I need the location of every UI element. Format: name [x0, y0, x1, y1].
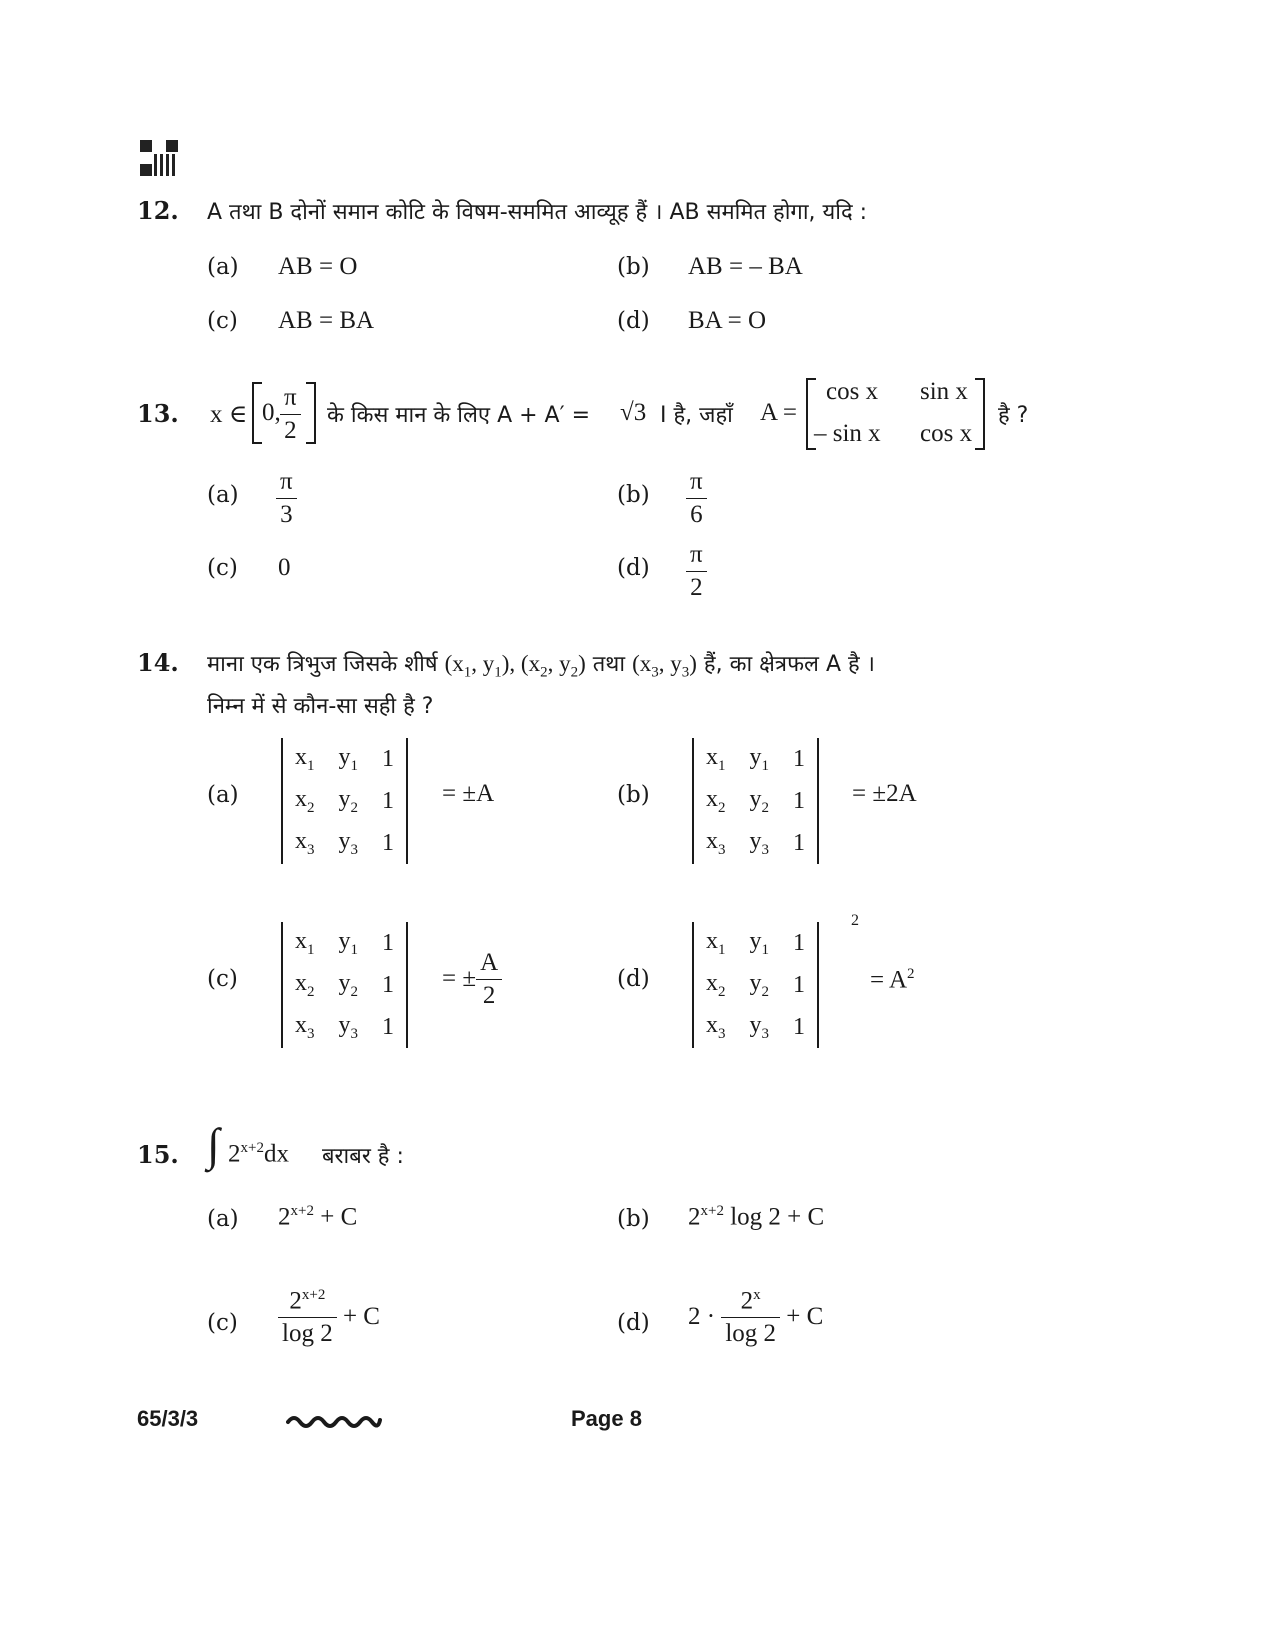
q13-option-a-label: (a) — [207, 482, 239, 508]
question-12-stem: A तथा B दोनों समान कोटि के विषम-सममित आव्यूह हैं । AB सममित होगा, यदि : — [207, 200, 868, 225]
q13-stem-i: I है, जहाँ — [660, 403, 733, 428]
q13-stem-end: है ? — [998, 403, 1029, 428]
q13-interval-start: 0, — [262, 399, 281, 426]
q15-option-b-value: $2^{x+2}$ log 2 + C — [688, 1203, 825, 1231]
q13-option-c-value: 0 — [278, 554, 291, 581]
q12-option-c-text: AB = BA — [278, 307, 375, 334]
wave-decoration-icon — [286, 1408, 382, 1436]
q14-option-b-rhs: = ±2A — [852, 780, 917, 807]
q15-option-a-label: (a) — [207, 1206, 239, 1232]
q12-option-d-text: BA = O — [688, 307, 767, 334]
q13-matrix-r2c2: cos x — [920, 420, 973, 447]
q12-option-a-text: AB = O — [278, 253, 358, 280]
q13-interval-pi: π — [280, 384, 301, 415]
q13-option-b-label: (b) — [617, 482, 650, 508]
q13-interval-two: 2 — [284, 416, 297, 444]
q14-option-d-power: 2 — [851, 912, 859, 929]
question-number-12: 12. — [137, 196, 179, 225]
q13-interval-left-bracket — [252, 382, 262, 444]
q12-option-a-label: (a) — [207, 254, 239, 280]
q14-option-d-determinant: $x_1$ $y_1$ 1 $x_2$ $y_2$ 1 $x_3$ $y_3$ 1 — [692, 922, 819, 1048]
q14-option-c-label: (c) — [207, 966, 238, 992]
q15-option-d-value: 2 · $\frac{2^x}{\log 2}$ + C — [688, 1287, 824, 1347]
q14-option-c-determinant: $x_1$ $y_1$ 1 $x_2$ $y_2$ 1 $x_3$ $y_3$ 1 — [281, 922, 408, 1048]
q15-option-c-label: (c) — [207, 1310, 238, 1336]
page-number: Page 8 — [571, 1406, 642, 1431]
q13-interval-end — [280, 384, 301, 444]
q13-option-b-value: $\frac{\pi}{6}$ — [686, 468, 707, 528]
q13-interval-right-bracket — [306, 382, 316, 444]
q13-matrix-r2c1: – sin x — [814, 420, 881, 447]
q15-integral-sign: ∫ — [207, 1119, 220, 1170]
question-number-13: 13. — [137, 399, 179, 428]
q13-matrix-r1c1: cos x — [826, 378, 879, 405]
q14-option-a-rhs: = ±A — [442, 780, 495, 807]
q14-stem-line1: माना एक त्रिभुज जिसके शीर्ष ($x_1$, $y_1$), ($x_2$, $y_2$) तथा ($x_3$, $y_3$) हैं, का क्षेत्रफल A है । — [207, 651, 876, 681]
q13-sqrt3: √3 — [620, 399, 647, 426]
q12-option-c-label: (c) — [207, 308, 238, 334]
q13-stem-mid: के किस मान के लिए A + A′ = — [327, 403, 591, 428]
q13-option-d-label: (d) — [617, 555, 650, 581]
q13-option-a-value: $\frac{\pi}{3}$ — [276, 468, 297, 528]
q15-option-c-value: $\frac{2^{x+2}}{\log 2}$ + C — [278, 1287, 380, 1347]
q12-option-d-label: (d) — [617, 308, 650, 334]
q13-matrix-right-bracket — [975, 378, 985, 450]
paper-code: 65/3/3 — [137, 1406, 199, 1431]
q14-option-d-label: (d) — [617, 966, 650, 992]
q15-option-d-label: (d) — [617, 1310, 650, 1336]
q15-option-a-value: $2^{x+2} + C$ — [278, 1203, 358, 1231]
q14-option-a-determinant: $x_1$ $y_1$ 1 $x_2$ $y_2$ 1 $x_3$ $y_3$ 1 — [281, 738, 408, 864]
question-number-15: 15. — [137, 1140, 179, 1169]
q13-option-c-label: (c) — [207, 555, 238, 581]
q14-option-c-rhs: = ± $\frac{A}{2}$ — [442, 949, 502, 1009]
q13-a-equals: A = — [760, 399, 798, 426]
q14-stem-line2: निम्न में से कौन-सा सही है ? — [207, 694, 434, 719]
q14-option-b-label: (b) — [617, 782, 650, 808]
q14-option-d-rhs: = $A^2$ — [870, 966, 915, 994]
q15-option-b-label: (b) — [617, 1206, 650, 1232]
qr-code-icon — [140, 140, 178, 176]
q13-x-in: x ∈ — [210, 401, 248, 428]
q14-option-b-determinant: $x_1$ $y_1$ 1 $x_2$ $y_2$ 1 $x_3$ $y_3$ 1 — [692, 738, 819, 864]
q14-option-a-label: (a) — [207, 782, 239, 808]
question-number-14: 14. — [137, 648, 179, 677]
q12-option-b-text: AB = – BA — [688, 253, 803, 280]
q13-option-d-value: $\frac{\pi}{2}$ — [686, 541, 707, 601]
q15-stem-end: बराबर है : — [322, 1144, 404, 1169]
q15-integrand: $2^{x+2}dx$ — [228, 1140, 289, 1168]
q12-option-b-label: (b) — [617, 254, 650, 280]
q13-matrix-r1c2: sin x — [920, 378, 968, 405]
